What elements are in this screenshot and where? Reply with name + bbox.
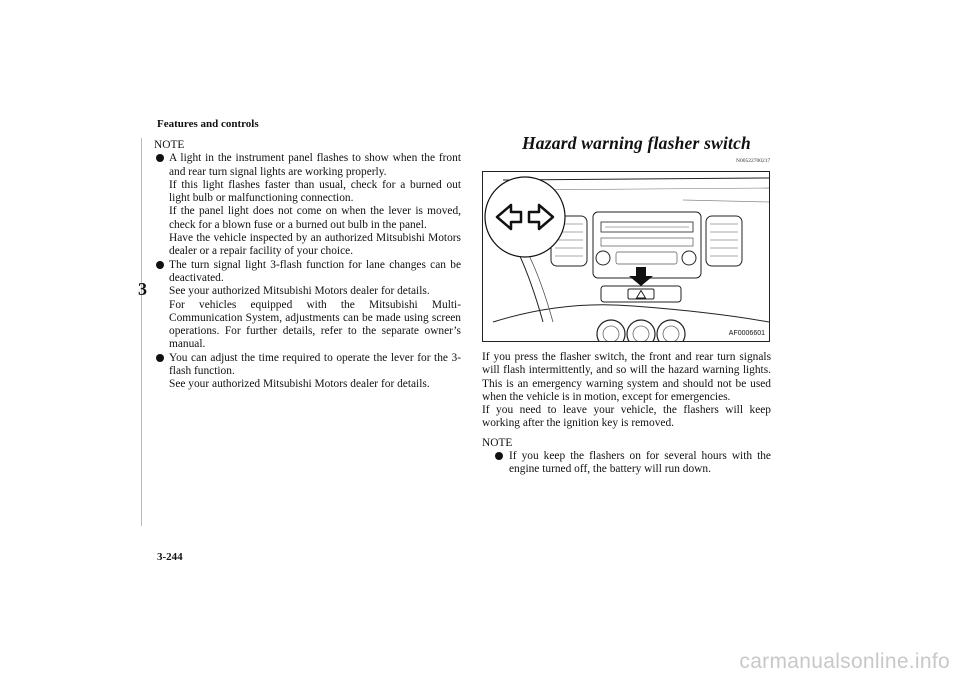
body-paragraph: If you press the flasher switch, the front and rear turn signals will flash intermittently, and so will the hazard warning lights. This is an emergency warning system and should not be used when the vehicle is in motion, except for emergencies. [482,351,771,403]
note-bullet-item [154,352,461,392]
note-line: For vehicles equipped with the Mitsubishi Multi-Communication System, adjustments can be made using screen operations. For further details, refer to the separate owner’s manual. [169,298,461,351]
dashboard-drawing [483,172,769,341]
figure-code: AF0006601 [728,330,765,337]
note-line: If the panel light does not come on when the lever is moved, check for a blown fuse or a burned out bulb in the panel. [169,205,461,231]
note-bullet-item [154,259,461,352]
note-line: A light in the instrument panel flashes to show when the front and rear turn signal lights are working properly. [169,152,461,178]
chapter-side-rule [141,138,142,526]
note-line: You can adjust the time required to operate the lever for the 3-flash function. [169,351,461,378]
chapter-tab: 3 [138,279,147,299]
note-line: Have the vehicle inspected by an authorized Mitsubishi Motors dealer or a repair facility of your choice. [169,232,461,258]
note-line: If you keep the flashers on for several hours with the engine turned off, the battery will run down. [509,450,771,476]
section-header: Features and controls [157,118,259,130]
note-line: The turn signal light 3-flash function for lane changes can be deactivated. [169,258,461,284]
page-number: 3-244 [157,551,183,563]
section-title: Hazard warning flasher switch [522,133,751,153]
note-line: If this light flashes faster than usual, check for a burned out light bulb or malfunctioning connection. [169,178,461,205]
bullet-icon [156,154,164,162]
left-column [154,139,461,392]
bullet-icon [156,354,164,362]
note-bullet-item [154,152,461,258]
note-block [482,437,771,477]
note-label: NOTE [482,436,513,449]
note-bullet-item [482,450,771,477]
right-column [482,351,771,477]
note-line: See your authorized Mitsubishi Motors dealer for details. [169,378,430,391]
bullet-icon [495,452,503,460]
down-arrow-icon [629,267,653,286]
watermark-text: carmanualsonline.info [739,650,950,673]
section-code: N00522700217 [736,158,771,164]
note-line: See your authorized Mitsubishi Motors dealer for details. [169,285,430,298]
note-label: NOTE [154,139,185,151]
body-paragraph: If you need to leave your vehicle, the flashers will keep working after the ignition key is removed. [482,404,771,430]
bullet-icon [156,261,164,269]
hazard-switch-illustration [482,171,770,342]
